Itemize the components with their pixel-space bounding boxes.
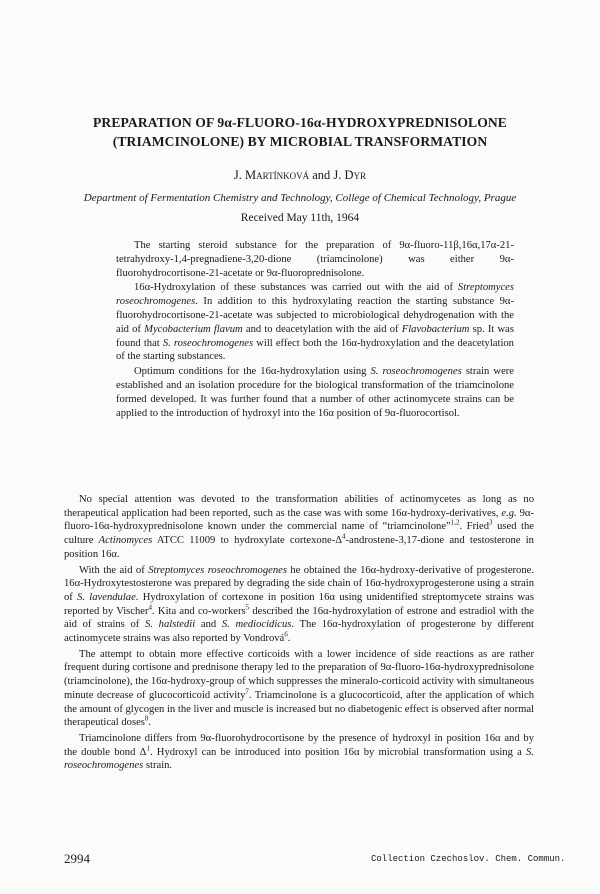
author2-name: Dyr bbox=[344, 168, 367, 182]
abstract bbox=[116, 239, 514, 421]
text-run: 9α-fluoro-16α-hydroxyprednisolone known under the commercial name of “triamcinolone” bbox=[64, 507, 534, 533]
species-name: Actinomyces bbox=[98, 535, 153, 547]
text-run: . bbox=[287, 633, 291, 645]
text-run: sp. It was found that bbox=[116, 323, 514, 349]
text-run: The attempt to obtain more effective corticoids with a lower incidence of side reactions as are rather frequent during cortisone and prednisone therapy led to the preparation of 9α-fluoro-16α-hydroxyprednisolone (triamcinolone), the 16α-hydroxy-group of which suppresses the mineralo-corticoid activity with simultaneous minute decrease of glucocorticoid activity bbox=[64, 648, 534, 701]
abstract-paragraph-3 bbox=[116, 365, 514, 420]
text-run: ATCC 11009 to hydroxylate cortexone-Δ bbox=[152, 535, 343, 547]
text-run: . Hydroxyl can be introduced into position 16α by microbial transformation using a bbox=[149, 746, 527, 758]
reference-marker: 8 bbox=[144, 714, 149, 723]
reference-marker: 7 bbox=[245, 687, 249, 696]
text-run: . bbox=[148, 717, 152, 729]
author1-initial: J. bbox=[233, 168, 242, 182]
text-run: . Fried bbox=[459, 521, 490, 533]
body-paragraph-3 bbox=[64, 648, 534, 730]
title-line-1: PREPARATION OF 9α-FLUORO-16α-HYDROXYPREDNISOLONE bbox=[93, 115, 507, 130]
text-run: . Hydroxylation of cortexone in position 16α using unidentified streptomycete strains was reported by Vischer bbox=[64, 591, 534, 617]
reference-marker: 6 bbox=[284, 630, 288, 639]
text-run: . Kita and co-workers bbox=[152, 605, 246, 617]
body-paragraph-2 bbox=[64, 564, 534, 646]
species-name: S. mediocidicus bbox=[221, 619, 292, 631]
text-run: strain were established and an isolation procedure for the biological transformation of the triamcinolone formed developed. It was further found that a number of other actinomycete strains can be applied to the introduction of hydroxyl into the 16α position of 9α-fluorocortisol. bbox=[116, 366, 514, 419]
reference-marker: 4 bbox=[148, 603, 153, 612]
text-run: Optimum conditions for the 16α-hydroxylation using bbox=[134, 366, 371, 378]
species-name: Streptomyces roseochromogenes bbox=[148, 564, 287, 576]
text-run: he obtained the 16α-hydroxy-derivative of progesterone. 16α-Hydroxytestosterone was prepared by degrading the side chain of 16α-hydroxyprogesterone using a strain of bbox=[64, 564, 534, 603]
superscript: 4 bbox=[342, 532, 346, 541]
text-run: With the aid of bbox=[79, 564, 149, 576]
species-name: Mycobacterium flavum bbox=[144, 323, 243, 335]
species-name: S. lavendulae bbox=[77, 591, 136, 603]
species-name: S. roseochromogenes bbox=[64, 746, 534, 772]
affiliation: Department of Fermentation Chemistry and Technology, College of Chemical Technology, Prague bbox=[83, 192, 517, 204]
body-paragraph-1 bbox=[64, 493, 534, 562]
text-run: and bbox=[195, 619, 222, 631]
authors bbox=[0, 168, 600, 183]
text-run: . The 16α-hydroxylation of progesterone by different actinomycete strains was also reported by Vondrová bbox=[64, 619, 534, 645]
journal-name: Collection Czechoslov. Chem. Commun. bbox=[371, 854, 566, 864]
reference-marker: 1,2 bbox=[450, 518, 460, 527]
body-paragraph-4 bbox=[64, 732, 534, 773]
text-run: . In addition to this hydroxylating reaction the starting substance 9α-fluorohydrocortisone-21-acetate was subjected to microbiological dehydrogenation with the aid of bbox=[116, 296, 514, 335]
body-text bbox=[64, 493, 534, 775]
species-name: S. roseochromogenes bbox=[370, 366, 462, 378]
reference-marker: 5 bbox=[245, 603, 250, 612]
author-conjunction: and bbox=[312, 168, 331, 182]
text-run: and to deacetylation with the aid of bbox=[242, 323, 402, 335]
article-title bbox=[60, 113, 540, 151]
text-run: Triamcinolone differs from 9α-fluorohydrocortisone by the presence of hydroxyl in position 16α and by the double bond Δ bbox=[64, 732, 534, 758]
received-date: Received May 11th, 1964 bbox=[240, 212, 360, 224]
text-run: will effect both the 16α-hydroxylation and the deacetylation of the starting substances. bbox=[116, 337, 514, 363]
text-run: described the 16α-hydroxylation of estrone and estradiol with the aid of strains of bbox=[64, 605, 534, 631]
superscript: 1 bbox=[146, 744, 150, 753]
species-name: Flavobacterium bbox=[401, 323, 470, 335]
text-run: strain. bbox=[143, 760, 173, 772]
page-number: 2994 bbox=[64, 851, 90, 866]
abstract-paragraph-2 bbox=[116, 281, 514, 364]
author2-initial: J. bbox=[333, 168, 342, 182]
species-name: S. halstedii bbox=[145, 619, 196, 631]
reference-marker: 3 bbox=[489, 518, 493, 527]
species-name: S. roseochromogenes bbox=[162, 337, 254, 349]
text-run: . Triamcinolone is a glucocorticoid, after the application of which the amount of glycogen in the liver and muscle is increased but no diabetogenic effect is observed after normal therapeutical doses bbox=[64, 689, 534, 729]
text-run: used the culture bbox=[64, 521, 534, 547]
title-line-2: (TRIAMCINOLONE) BY MICROBIAL TRANSFORMATION bbox=[112, 134, 488, 149]
author1-name: Martínková bbox=[245, 168, 310, 182]
text-run: 16α-Hydroxylation of these substances was carried out with the aid of bbox=[134, 282, 458, 294]
text-run: -androstene-3,17-dione and testosterone in position 16α. bbox=[64, 535, 534, 560]
abstract-paragraph-1: The starting steroid substance for the preparation of 9α-fluoro-11β,16α,17α-21-tetrahydroxy-1,4-pregnadiene-3,20-dione (triamcinolone) was either 9α-fluorohydrocortisone-21-acetate or 9α-fluoroprednisolone. bbox=[116, 240, 514, 279]
abbreviation: e.g. bbox=[501, 507, 517, 519]
text-run: No special attention was devoted to the transformation abilities of actinomycetes as long as no therapeutical application had been reported, such as the case was with some 16α-hydroxy-derivatives, bbox=[64, 494, 534, 519]
species-name: Streptomyces roseochromogenes bbox=[116, 282, 514, 308]
